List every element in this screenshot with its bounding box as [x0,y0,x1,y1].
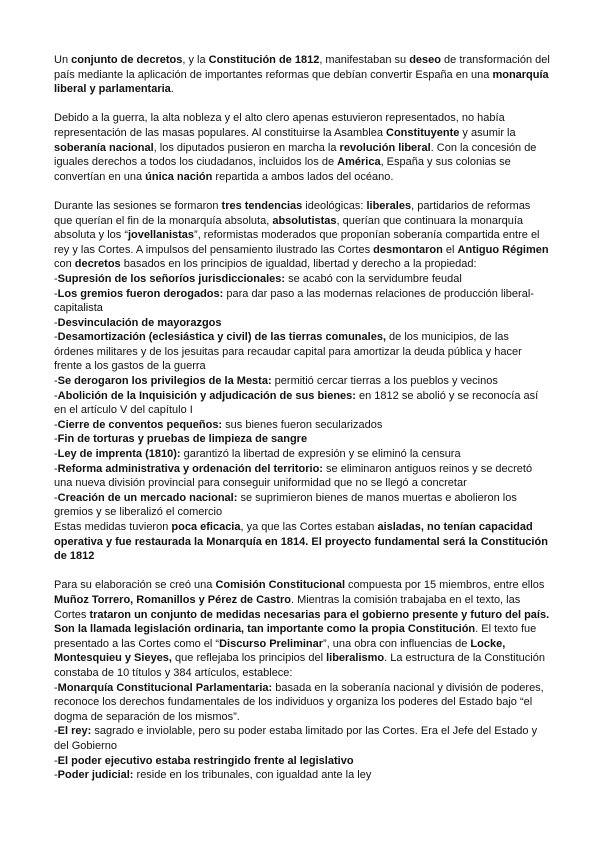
text: . [170,83,174,96]
bold-text: liberalismo [326,652,385,665]
bold-text: Se derogaron los privilegios de la Mesta: [57,375,272,388]
text: Un [54,54,72,66]
text: - [54,769,58,782]
bold-text: Fin de torturas y pruebas de limpieza de sangre [57,433,308,446]
bold-text: Discurso Preliminar [219,637,324,650]
paragraph-c1 [54,681,550,725]
bold-text: Antiguo Régimen [457,243,549,256]
bold-text: monarquía liberal y parlamentaria [54,68,549,96]
text: . La estructura de la Constitución constaba de 10 títulos y 384 artículos, establece: [54,652,545,679]
paragraph-m5 [54,374,550,389]
text: - [54,418,58,431]
text: el [442,243,458,256]
bold-text: El poder ejecutivo estaba restringido frente al legislativo [57,754,354,767]
paragraph-m11 [54,491,550,520]
text: , y la [182,54,209,66]
text: en 1812 se abolió y se reconocía así en el artículo V del capítulo I [54,389,539,417]
paragraph-m7 [54,418,550,433]
bold-text: Desvinculación de mayorazgos [57,316,222,329]
bold-text: Muñoz Torrero, Romanillos y Pérez de Castro [54,593,291,606]
bold-text: Poder judicial: [57,769,134,782]
text: se suprimieron bienes de manos muertas e abolieron los gremios y se liberalizó el comercio [54,491,517,519]
bold-text: Locke, Montesquieu y Sieyes, [54,637,506,665]
text: basados en los principios de igualdad, libertad y derecho a la propiedad: [120,258,477,271]
text: , España y sus colonias se convertían en una [54,156,511,183]
paragraph-gap [54,564,550,579]
text: , ya que las Cortes estaban [240,521,378,533]
bold-text: poca eficacia [171,521,241,533]
text: sus bienes fueron secularizados [222,418,383,431]
text: para dar paso a las modernas relaciones de producción liberal-capitalista [54,287,534,315]
bold-text: revolución liberal [339,141,431,154]
text: - [54,754,58,767]
text: - [54,272,58,285]
bold-text: conjunto de decretos [71,54,183,66]
bold-text: tres tendencias [221,199,303,212]
bold-text: América [337,156,381,169]
text: sagrado e inviolable, pero su poder estaba limitado por las Cortes. Era el Jefe del Estado y del Gobierno [54,725,538,752]
paragraph-c4 [54,768,550,783]
text: - [54,462,58,475]
paragraph-m10 [54,462,550,491]
bold-text: trataron un conjunto de medidas necesarias para el gobierno presente y futuro del país. Son la llamada legislación ordinaria, tan importante como la propia Constitución [54,608,550,636]
text: y asumir la [459,126,516,139]
text: - [54,491,58,504]
text: ideológicas: [302,199,367,212]
text: ”, una obra con influencias de [323,637,471,650]
text: - [54,287,58,300]
paragraph-m3 [54,316,550,331]
bold-text: Los gremios fueron derogados: [57,287,224,300]
bold-text: Ley de imprenta (1810): [57,448,181,461]
bold-text: deseo [409,54,441,66]
text: permitió cercar tierras a los pueblos y vecinos [271,375,498,388]
paragraph-m8 [54,432,550,447]
text: , querían que continuara la monarquía absoluta y los “ [54,214,524,242]
bold-text: Abolición de la Inquisición y adjudicación de sus bienes: [57,389,356,402]
text: - [54,316,58,329]
bold-text: única nación [145,170,213,183]
text: que reflejaba los principios del [171,652,327,665]
text: repartida a ambos lados del océano. [212,170,394,183]
text: - [54,375,58,388]
bold-text: El rey: [57,725,92,738]
bold-text: Comisión Constitucional [215,579,345,592]
paragraph-c2 [54,724,550,753]
paragraph-gap [54,184,550,199]
paragraph-m2 [54,287,550,316]
bold-text: Supresión de los señoríos jurisdiccionales: [57,272,286,285]
text: Estas medidas tuvieron [54,521,172,533]
text: , partidarios de reformas que querían el fin de la monarquía absoluta, [54,199,531,227]
bold-text: Constitución de 1812 [208,54,320,66]
bold-text: Reforma administrativa y ordenación del territorio: [57,462,323,475]
bold-text: Creación de un mercado nacional: [57,491,238,504]
bold-text: aisladas, no tenían capacidad operativa y fue restaurada la Monarquía en 1814. El proyecto fundamental será la Constitución de 1812 [54,521,548,563]
bold-text: jovellanistas [127,229,195,242]
paragraph-m9 [54,447,550,462]
text: garantizó la libertad de expresión y se eliminó la censura [180,448,461,461]
bold-text: Constituyente [386,126,460,139]
text: de los municipios, de las órdenes militares y de los jesuitas para recaudar capital para amortizar la deuda pública y hacer frente a los gastos de la guerra [54,331,522,373]
bold-text: soberanía nacional [54,141,154,154]
text: compuesta por 15 miembros, entre ellos [345,579,545,592]
document-body [54,53,550,783]
bold-text: Cierre de conventos pequeños: [57,418,223,431]
text: Debido a la guerra, la alta nobleza y el alto clero apenas estuvieron representados, no había representación de las masas populares. Al constituirse la Asamblea [54,112,505,139]
text: con [54,258,75,271]
paragraph-eficacia [54,520,550,564]
paragraph-m1 [54,272,550,287]
paragraph-m6 [54,389,550,418]
paragraph-sesiones [54,199,550,272]
paragraph-m4 [54,330,550,374]
text: se acabó con la servidumbre feudal [285,272,462,285]
text: . Con la concesión de iguales derechos a todos los ciudadanos, incluidos los de [54,141,537,169]
paragraph-elaboracion [54,578,550,680]
bold-text: Desamortización (eclesiástica y civil) de las tierras comunales, [57,331,386,344]
text: se eliminaron antiguos reinos y se decretó una nueva división provincial para conseguir uniformidad que no se llegó a concretar [54,462,533,490]
text: - [54,725,58,738]
paragraph-c3 [54,754,550,769]
text: reside en los tribunales, con igualdad ante la ley [133,769,372,782]
bold-text: absolutistas [272,214,337,227]
bold-text: desmontaron [373,243,443,256]
text: - [54,389,58,402]
bold-text: decretos [74,258,121,271]
bold-text: Monarquía Constitucional Parlamentaria: [57,681,273,694]
bold-text: liberales [366,199,412,212]
text: de transformación del país mediante la aplicación de importantes reformas que debían convertir España en una [54,54,550,81]
paragraph-guerra [54,111,550,184]
text: - [54,433,58,446]
text: basada en la soberanía nacional y división de poderes, reconoce los derechos fundamentales de los individuos y organiza los poderes del Estado bajo “el dogma de separación de los mismos”. [54,681,544,723]
text: - [54,331,58,344]
text: Para su elaboración se creó una [54,579,216,592]
text: . Mientras la comisión trabajaba en el texto, las Cortes [54,593,521,621]
text: ”, reformistas moderados que proponían soberanía compartida entre el rey y las Cortes. A impulsos del pensamiento ilustrado las Cortes [54,229,540,256]
paragraph-intro [54,53,550,97]
text: - [54,448,58,461]
text: . El texto fue presentado a las Cortes como el “ [54,623,537,650]
text: Durante las sesiones se formaron [54,199,222,212]
paragraph-gap [54,97,550,112]
text: , manifestaban su [319,54,410,66]
text: - [54,681,58,694]
text: , los diputados pusieron en marcha la [153,141,340,154]
